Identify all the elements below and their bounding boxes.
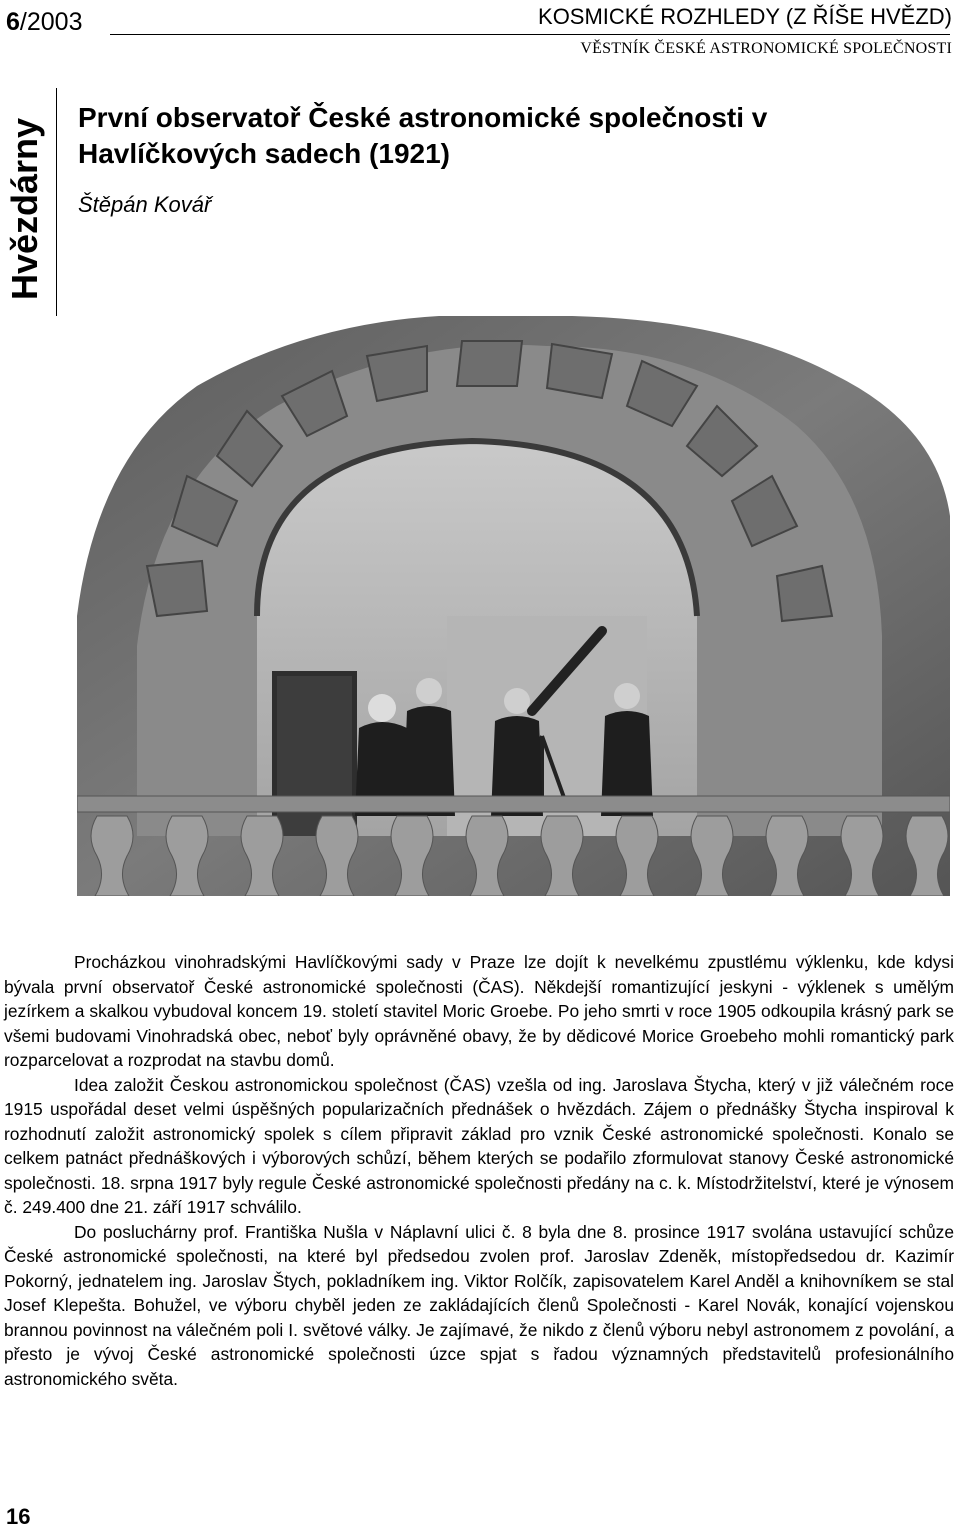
page-number: 16 <box>6 1504 31 1529</box>
section-divider <box>56 88 57 316</box>
issue-number: 6/2003 <box>6 8 83 36</box>
header-rule <box>110 34 950 35</box>
paragraph: Idea založit Českou astronomickou společnost (ČAS) vzešla od ing. Jaroslava Štycha, který v již válečném roce 1915 uspořádal deset velmi úspěšných popularizačních přednášek o hvězdách. Zájem o přednášky Štycha inspiroval k rozhodnutí založit astronomický spolek s cílem připravit základ pro vznik České astronomické společnosti. Konalo se celkem patnáct přednáškových i výborových schůzí, během kterých se podařilo zformulovat stanovy České astronomické společnosti. 18. srpna 1917 byly regule České astronomické společnosti předány na c. k. Místodržitelství, které je výnosem č. 249.400 dne 21. září 1917 schválilo. <box>4 1074 954 1217</box>
paragraph: Procházkou vinohradskými Havlíčkovými sady v Praze lze dojít k nevelkému zpustlému výklenku, kde kdysi bývala první observatoř České astronomické společnosti (ČAS). Někdejší romantizující jeskyni - výklenek s umělým jezírkem a skalkou vybudoval koncem 19. století stavitel Moric Groebe. Po jeho smrti v roce 1905 odkoupila krásný park se všemi budovami Vinohradská obec, neboť byly oprávněné obavy, že by dědicové Morice Groebeho mohli romantický park rozparcelovat a rozprodat na stavbu domů. <box>4 952 954 1070</box>
observatory-photo <box>77 316 950 896</box>
paragraph: Do posluchárny prof. Františka Nušla v Náplavní ulici č. 8 byla dne 8. prosince 1917 svolána ustavující schůze České astronomické společnosti, na které byl předsedou zvolen prof. Jaroslav Zdeněk, místopředsedou dr. Kazimír Pokorný, jednatelem ing. Jaroslav Štych, pokladníkem ing. Viktor Rolčík, zapisovatelem Karel Anděl a knihovníkem se stal Josef Klepešta. Bohužel, ve výboru chyběl jeden ze zakládajících členů Společnosti - Karel Novák, konající vojenskou brannou povinnost na válečném poli I. světové války. Je zajímavé, že nikdo z členů výboru nebyl astronomem z povolání, a přesto je vývoj České astronomické společnosti úzce spjat s řadou významných představitelů profesionálního astronomického světa. <box>4 1221 954 1389</box>
magazine-title: KOSMICKÉ ROZHLEDY (Z ŘÍŠE HVĚZD) <box>532 4 952 30</box>
magazine-subtitle: VĚSTNÍK ČESKÉ ASTRONOMICKÉ SPOLEČNOSTI <box>580 40 952 57</box>
article-body <box>4 950 954 1391</box>
article-author: Štěpán Kovář <box>78 192 212 217</box>
article-title: První observatoř České astronomické společnosti v Havlíčkových sadech (1921) <box>78 102 768 169</box>
section-label: Hvězdárny <box>4 117 45 300</box>
